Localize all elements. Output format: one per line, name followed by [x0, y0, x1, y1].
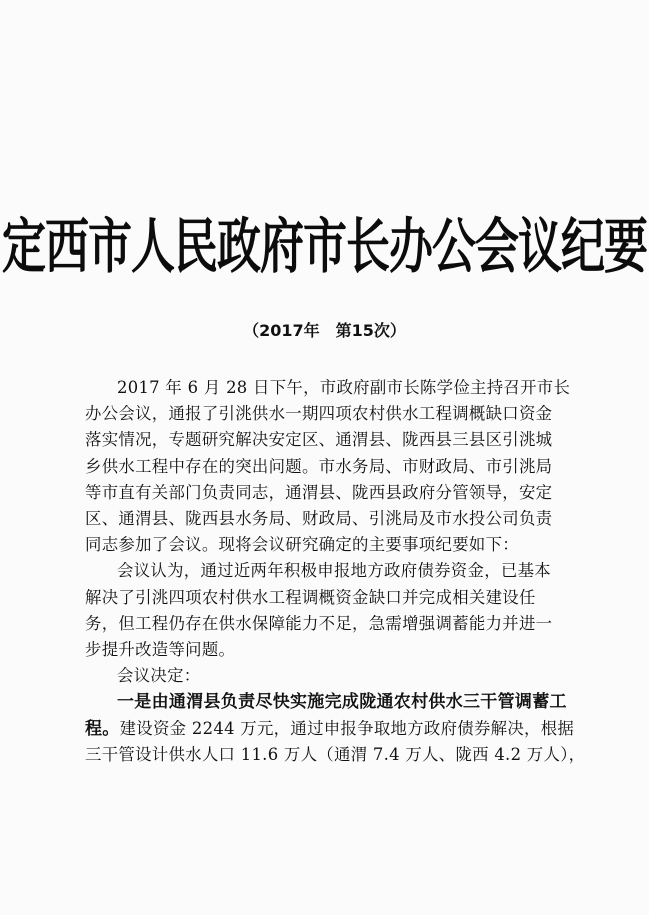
paragraph-assessment [85, 558, 567, 663]
text-line: 2017 年 6 月 28 日下午，市政府副市长陈学俭主持召开市长 [117, 378, 571, 397]
text-line: 三干管设计供水人口 11.6 万人（通渭 7.4 万人、陇西 4.2 万人）， [85, 744, 586, 764]
text-line: 务，但工程仍存在供水保障能力不足，急需增强调蓄能力并进一 [85, 613, 553, 633]
session-number: （2017年 第15次） [243, 321, 406, 340]
text-line: 等市直有关部门负责同志，通渭县、陇西县政府分管领导，安定 [85, 482, 553, 502]
text-line: 办公会议，通报了引洮供水一期四项农村供水工程调概缺口资金 [85, 404, 553, 424]
paragraph-intro [85, 375, 571, 558]
text-line: 会议决定： [117, 666, 201, 686]
text-line: 乡供水工程中存在的突出问题。市水务局、市财政局、市引洮局 [85, 456, 553, 476]
text-line: 步提升改造等问题。 [85, 640, 236, 660]
decision-heading-end: 程。 [85, 718, 120, 739]
text-line: 同志参加了会议。现将会议研究确定的主要事项纪要如下： [85, 535, 519, 555]
document-title: 定西市人民政府市长办公会议纪要 [2, 212, 647, 282]
text-line: 建设资金 2244 万元，通过申报争取地方政府债券解决，根据 [119, 718, 575, 738]
decision-heading-line: 一是由通渭县负责尽快实施完成陇通农村供水三干管调蓄工 [117, 692, 567, 713]
paragraph-decision-heading [85, 663, 567, 689]
text-line: 区、通渭县、陇西县水务局、财政局、引洮局及市水投公司负责 [85, 509, 553, 529]
document-body [85, 375, 586, 768]
text-line: 会议认为，通过近两年积极申报地方政府债券资金，已基本 [117, 561, 551, 581]
text-line: 落实情况，专题研究解决安定区、通渭县、陇西县三县区引洮城 [85, 430, 553, 450]
text-line: 解决了引洮四项农村供水工程调概资金缺口并完成相关建设任 [85, 587, 536, 607]
paragraph-decision-one [85, 689, 586, 768]
